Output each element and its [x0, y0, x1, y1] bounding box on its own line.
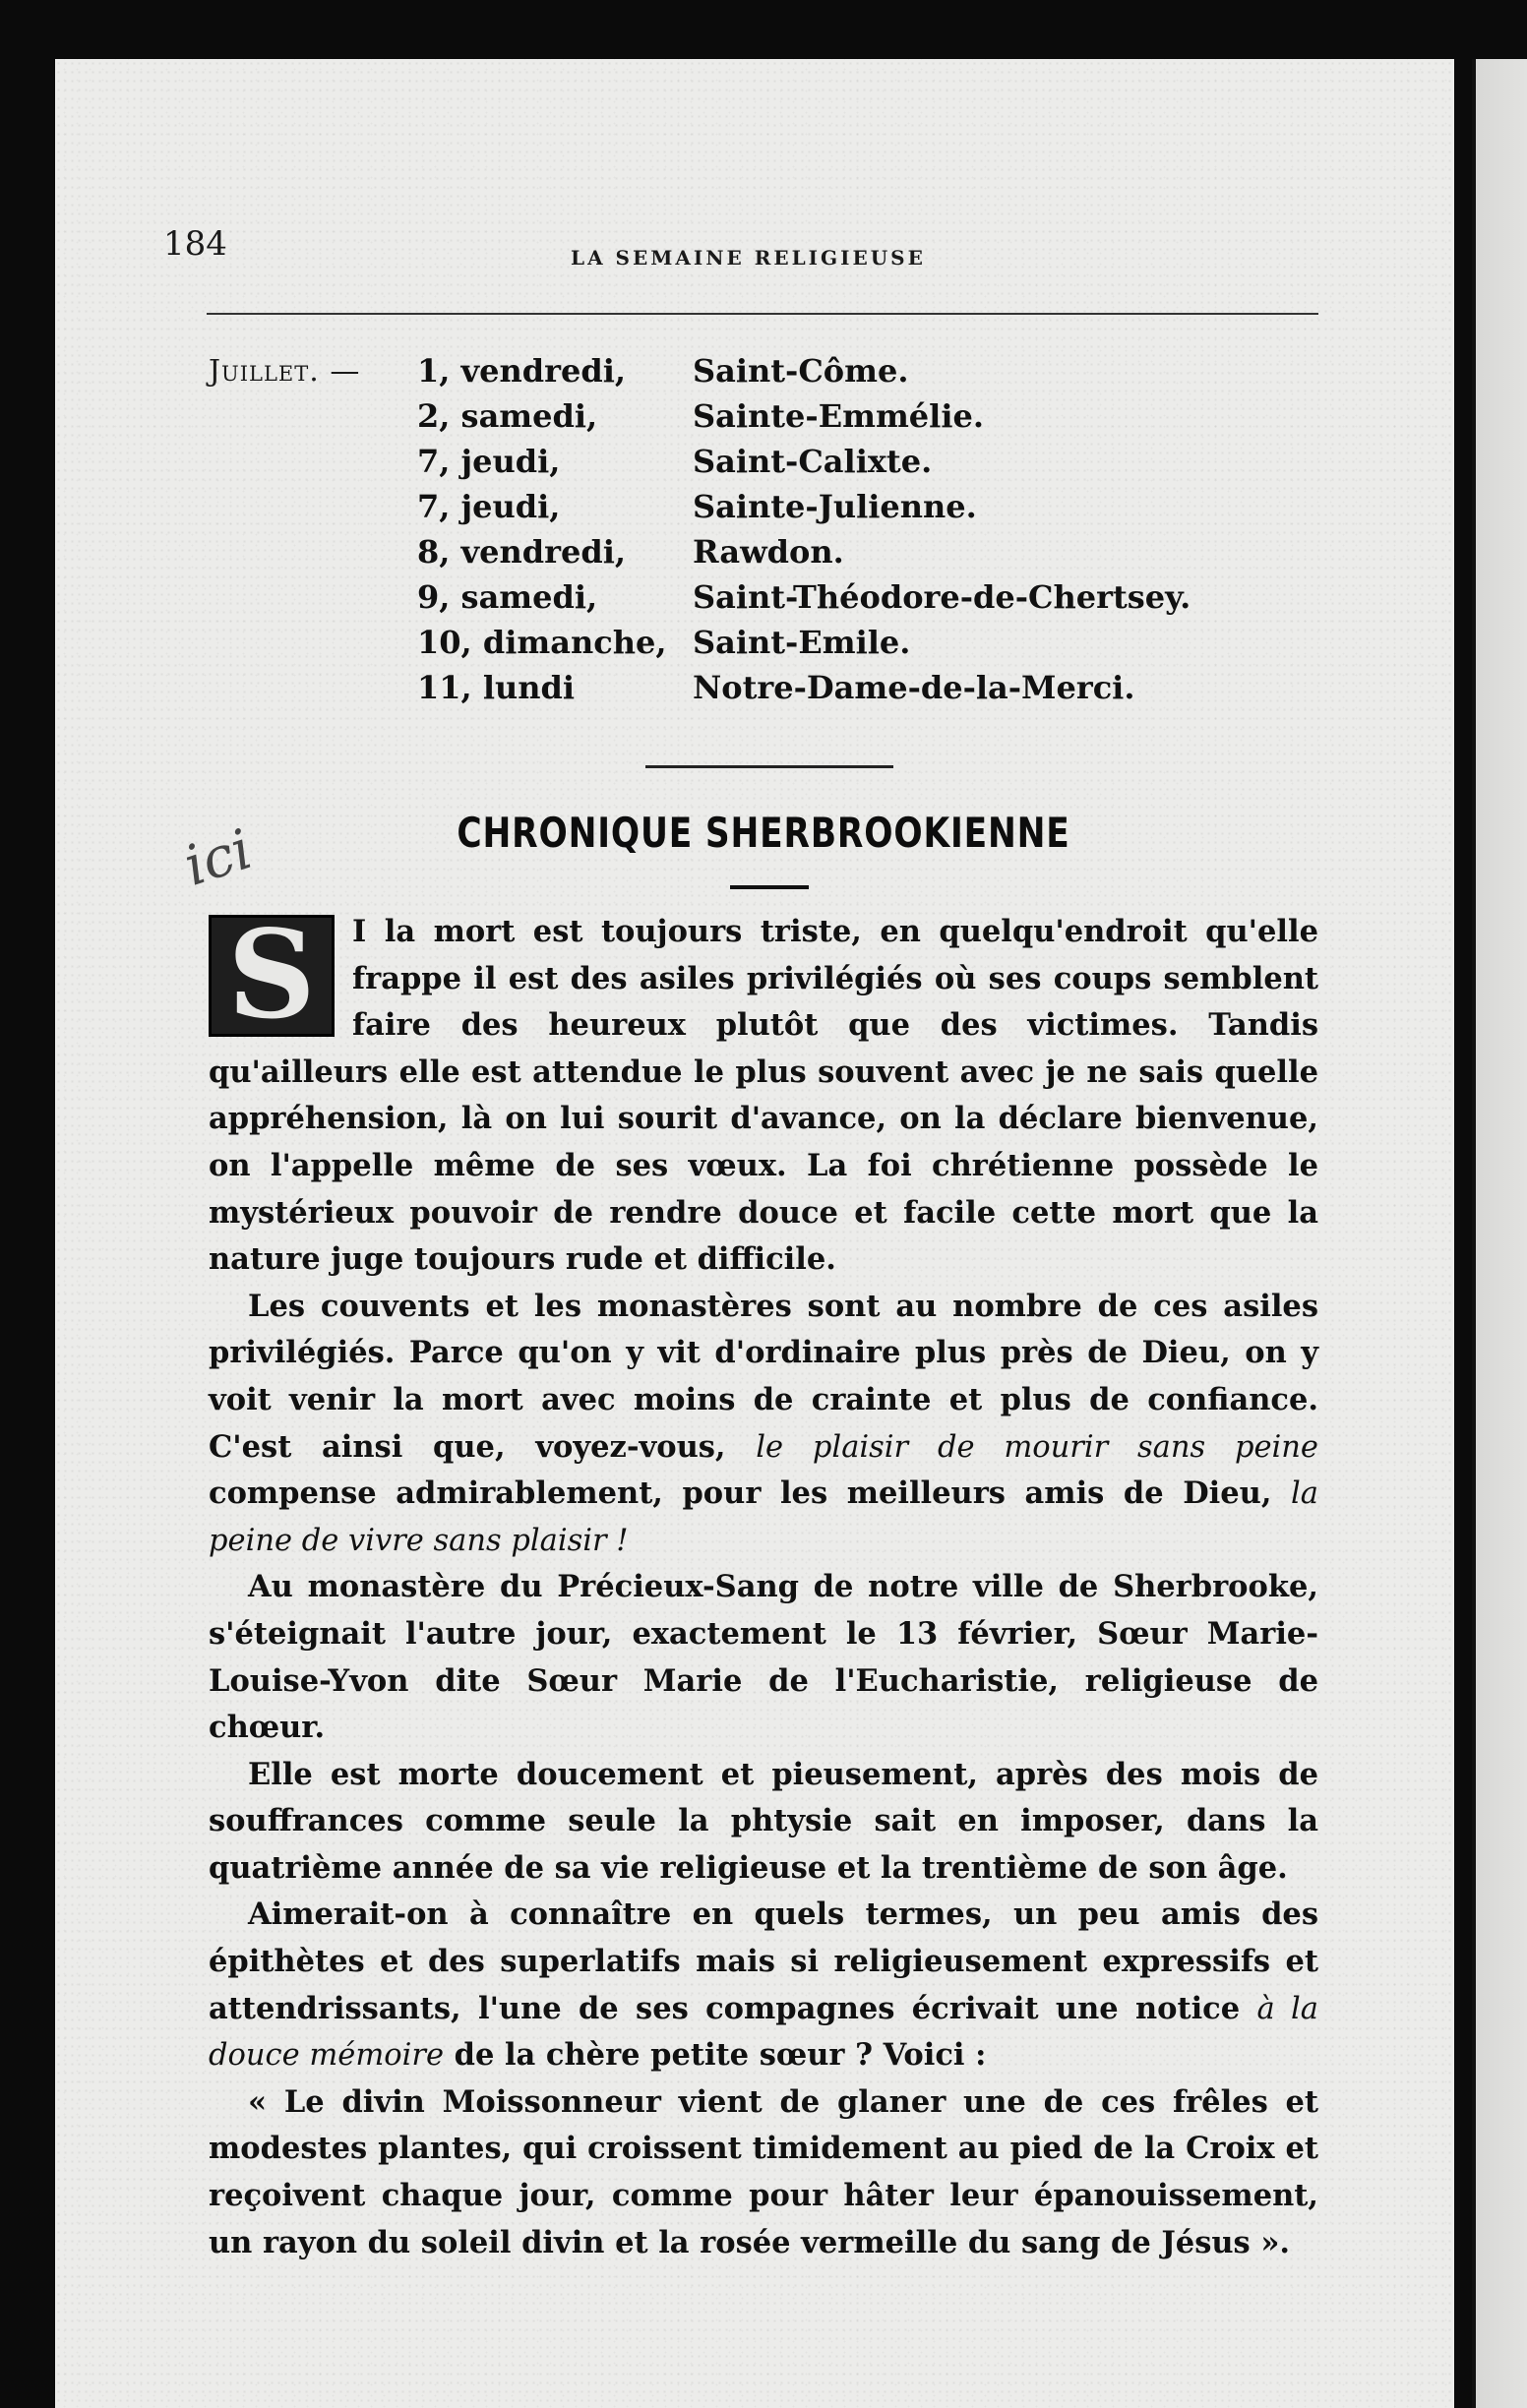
paragraph — [209, 2079, 1318, 2266]
calendar-date: 2, samedi, — [417, 397, 598, 435]
calendar-date: 1, vendredi, — [417, 352, 627, 390]
drop-cap-letter: S — [209, 915, 335, 1037]
calendar-place: Saint-Emile. — [693, 624, 911, 661]
paragraph — [209, 1284, 1318, 1565]
page-number: 184 — [163, 224, 227, 264]
handwritten-margin-note: ici — [176, 817, 260, 899]
italic-phrase: à la douce mémoire — [209, 1991, 1318, 2074]
calendar-place: Sainte-Emmélie. — [693, 397, 984, 435]
paragraph-text: Aimerait-on à connaître en quels termes, un peu amis des épithètes et des superlatifs mais si religieusement expressifs et attendrissants, l'une de ses compagnes écrivait une notice — [209, 1896, 1318, 2026]
calendar-date: 7, jeudi, — [417, 488, 561, 525]
running-title: LA SEMAINE RELIGIEUSE — [571, 246, 926, 270]
calendar-month: Juillet. — — [209, 354, 361, 389]
paragraph — [209, 909, 1318, 1284]
section-title: CHRONIQUE SHERBROOKIENNE — [457, 809, 1070, 857]
italic-phrase: le plaisir de mourir sans peine — [756, 1429, 1318, 1465]
calendar-place: Saint-Calixte. — [693, 443, 933, 480]
paragraph-text: de la chère petite sœur ? Voici : — [444, 2037, 987, 2074]
section-separator — [645, 765, 893, 768]
paragraph-text: Les couvents et les monastères sont au nombre de ces asiles privilégiés. Parce qu'on y vit d'ordinaire plus près de Dieu, on y voit venir la mort avec moins de crainte et plus de confiance. C'est ainsi que, voyez-vous, — [209, 1288, 1318, 1465]
paragraph-text: Au monastère du Précieux-Sang de notre ville de Sherbrooke, s'éteignait l'autre jour, exactement le 13 février, Sœur Marie-Louise-Yvon dite Sœur Marie de l'Eucharistie, religieuse de chœur. — [209, 1569, 1318, 1746]
calendar-date: 11, lundi — [417, 669, 576, 706]
article-body — [209, 909, 1318, 2266]
calendar-date: 7, jeudi, — [417, 443, 561, 480]
title-rule — [730, 885, 809, 889]
paragraph — [209, 1564, 1318, 1751]
calendar-place: Notre-Dame-de-la-Merci. — [693, 669, 1135, 706]
italic-phrase: la peine de vivre sans plaisir ! — [209, 1476, 1318, 1558]
paragraph-text: I la mort est toujours triste, en quelqu'endroit qu'elle frappe il est des asiles privilégiés où ses coups semblent faire des heureux plutôt que des victimes. Tandis qu'ailleurs elle est attendue le plus souvent avec je ne sais quelle appréhension, là on lui sourit d'avance, on la déclare bienvenue, on l'appelle même de ses vœux. La foi chrétienne possède le mystérieux pouvoir de rendre douce et facile cette mort que la nature juge toujours rude et difficile. — [209, 914, 1318, 1278]
calendar-place: Sainte-Julienne. — [693, 488, 977, 525]
paragraph-text: « Le divin Moissonneur vient de glaner une de ces frêles et modestes plantes, qui croissent timidement au pied de la Croix et reçoivent chaque jour, comme pour hâter leur épanouissement, un rayon du soleil divin et la rosée vermeille du sang de Jésus ». — [209, 2083, 1318, 2260]
paragraph — [209, 1892, 1318, 2078]
adjacent-page-edge — [1472, 59, 1527, 2408]
calendar-date: 8, vendredi, — [417, 533, 627, 571]
calendar-place: Rawdon. — [693, 533, 844, 571]
paragraph-text: Elle est morte doucement et pieusement, après des mois de souffrances comme seule la phtysie sait en imposer, dans la quatrième année de sa vie religieuse et la trentième de son âge. — [209, 1756, 1318, 1886]
header-rule — [207, 313, 1318, 315]
calendar-date: 9, samedi, — [417, 578, 598, 616]
paragraph — [209, 1752, 1318, 1893]
paragraph-text: compense admirablement, pour les meilleurs amis de Dieu, — [209, 1475, 1292, 1512]
calendar-place: Saint-Côme. — [693, 352, 909, 390]
calendar-place: Saint-Théodore-de-Chertsey. — [693, 578, 1191, 616]
calendar-date: 10, dimanche, — [417, 624, 667, 661]
